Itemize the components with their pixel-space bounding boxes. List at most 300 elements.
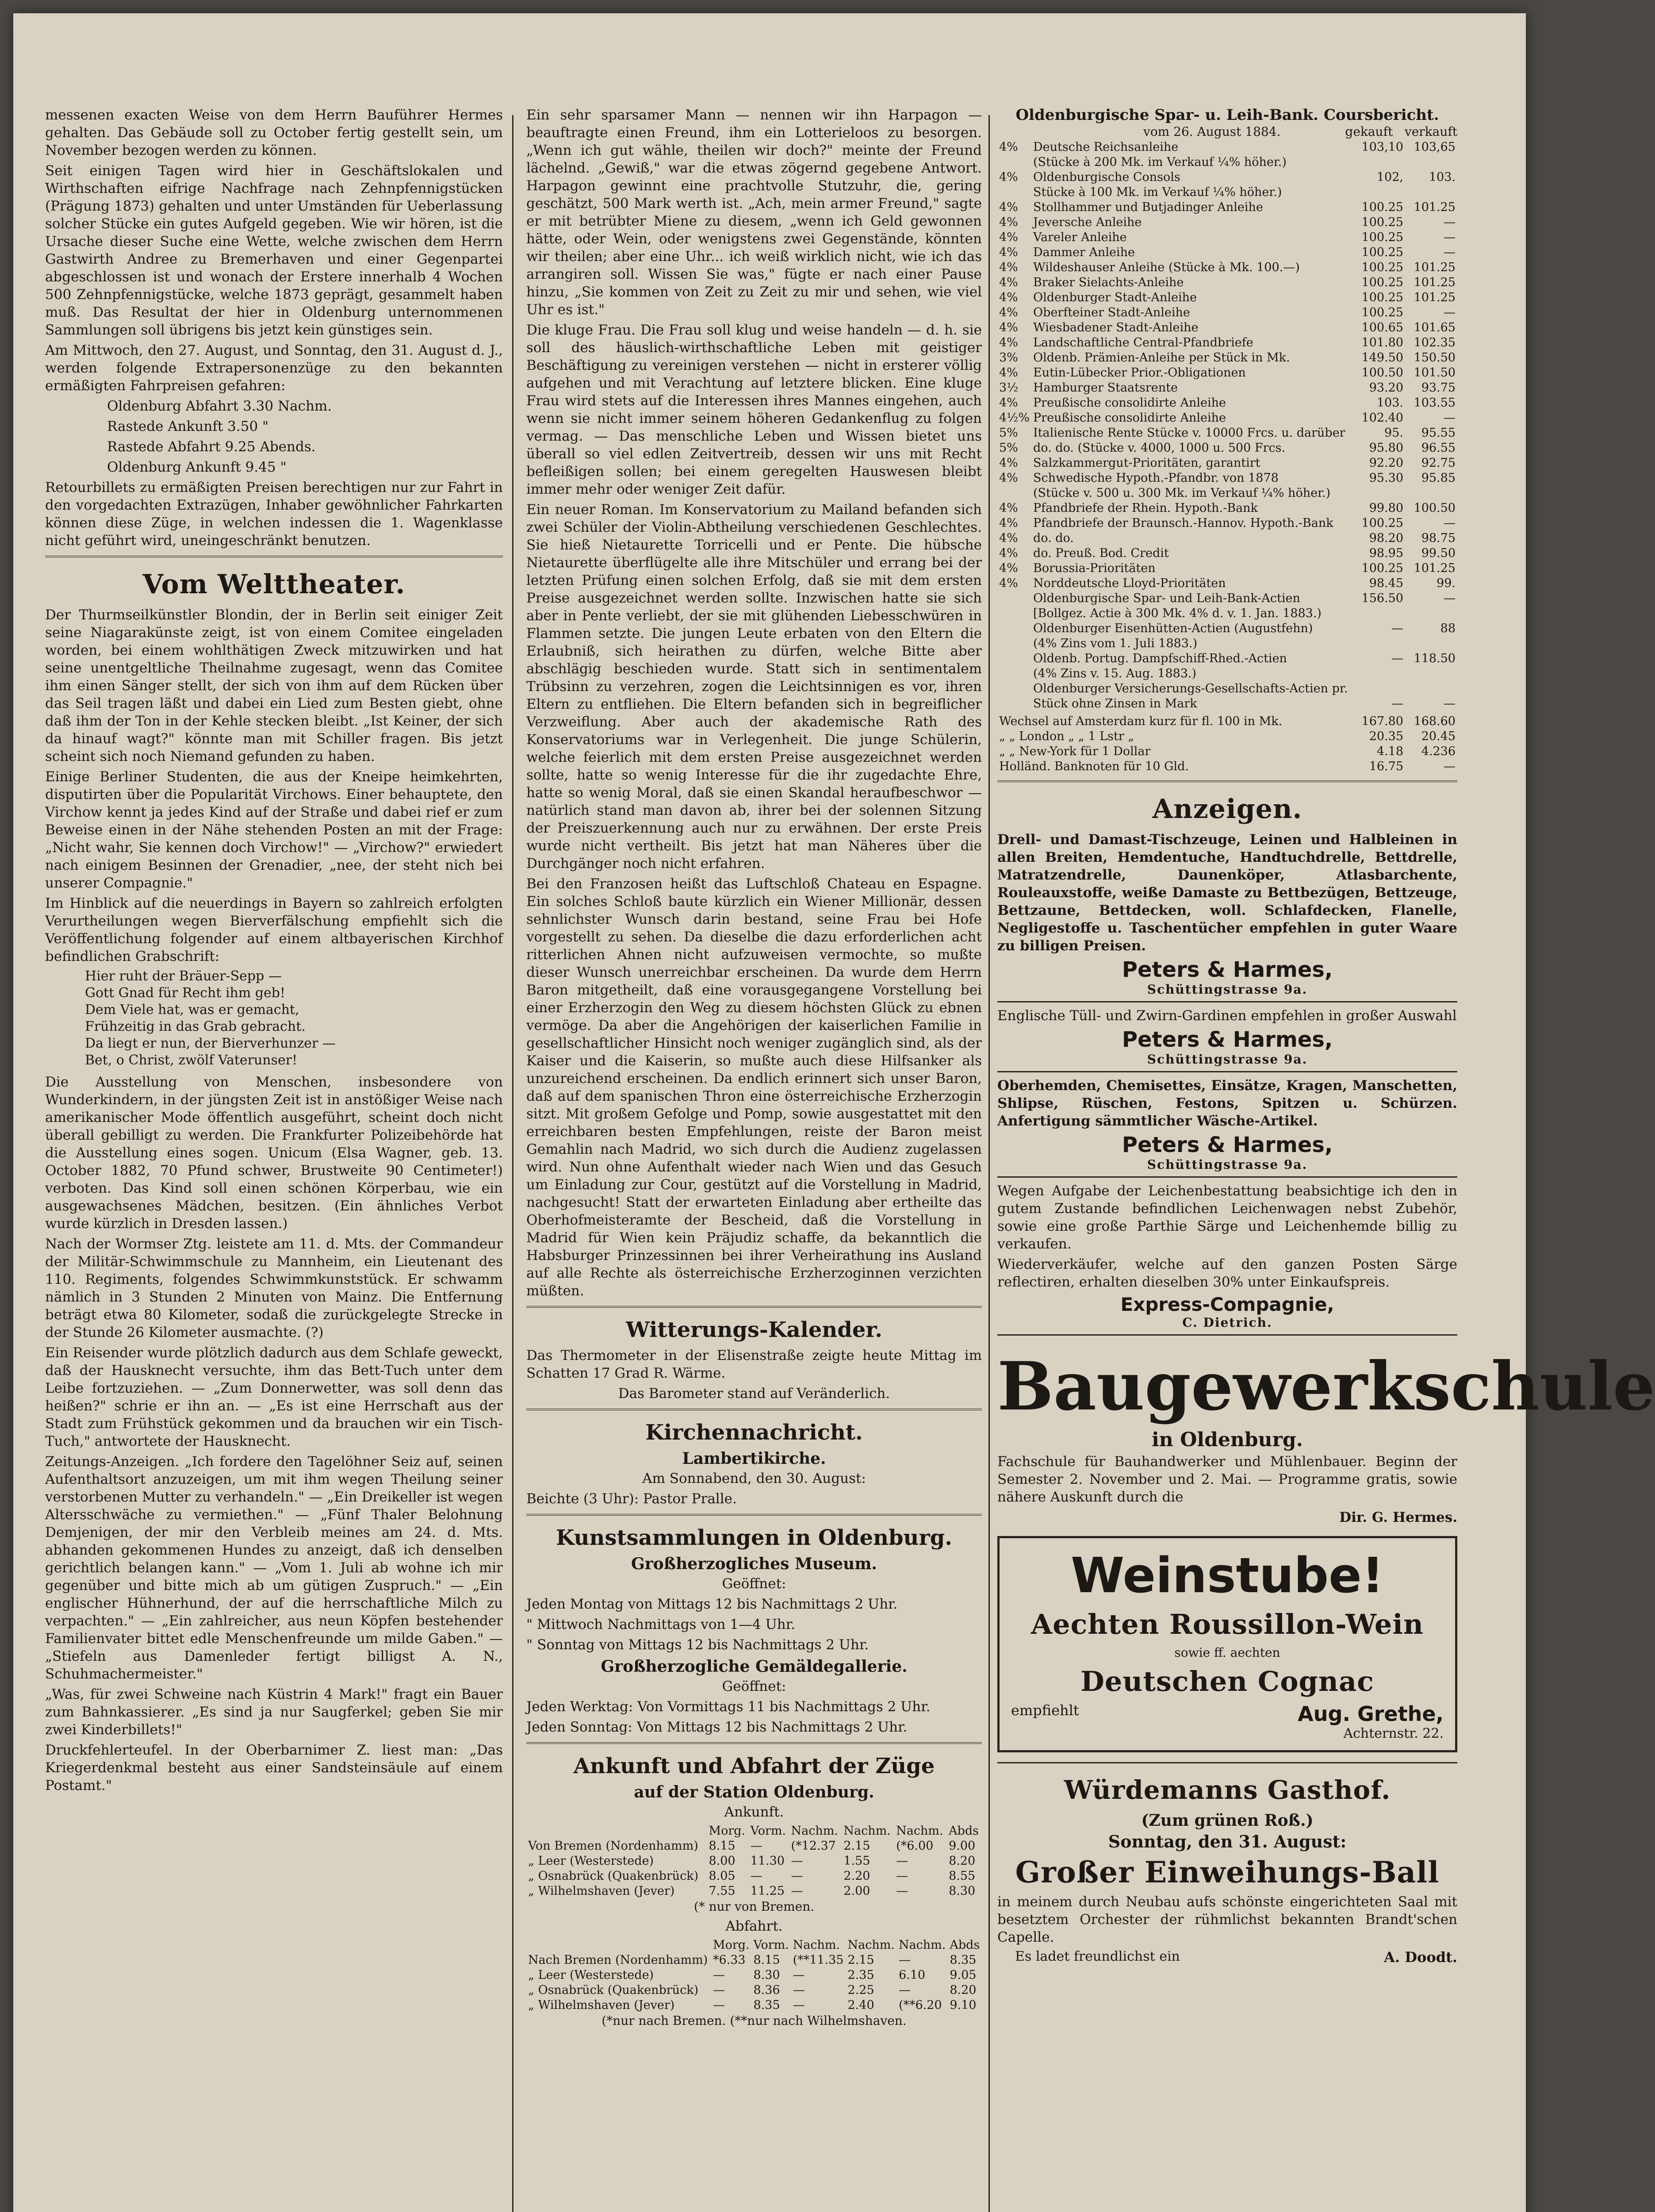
table-row [997,320,1457,335]
table-cell: 11.30 [750,1854,785,1868]
table-cell: 101.65 [1414,321,1456,334]
table-cell: 5% [999,426,1018,440]
table-cell: 1.55 [843,1854,870,1868]
table-cell: 5% [999,441,1018,455]
table-cell: 101.25 [1414,561,1456,575]
article-paragraph: Der Thurmseilkünstler Blondin, der in Berlin seit einiger Zeit seine Niagarakünste zeigt, ist von einem Comitee eingeladen worden, bei einem wohlthätigen Zweck mitzuwirken und hat seine unentgeltliche Theilnahme zugesagt, wenn das Comitee ihm einen Sänger stellt, der sich von ihm auf dem Rücken über das Seil tragen läßt und dabei ein Lied zum Besten giebt, ohne daß ihm der Ton in der Kehle stecken bleibt. „Ist Keiner, der sich da hinauf wagt?" könnte man mit Schiller fragen. Bis jetzt scheint sich noch Niemand gefunden zu haben. [45,607,503,764]
table-cell: 3½ [999,381,1019,395]
wine-footer [1011,1702,1444,1726]
table-row [997,185,1457,200]
table-cell: 4% [999,531,1018,545]
bank-date: vom 26. August 1884. [1143,124,1281,139]
table-cell: 102.35 [1414,336,1456,349]
train-line: Oldenburg Abfahrt 3.30 Nachm. [107,398,332,414]
table-cell: 4% [999,576,1018,590]
column-3 [997,106,1655,1966]
table-cell [1353,681,1405,696]
col-label-sold: verkauft [1404,124,1457,139]
table-cell: Wiesbadener Stadt-Anleihe [1033,321,1199,334]
table-cell: 100.25 [1361,276,1403,289]
table-cell: „ Leer (Westerstede) [528,1968,654,1982]
table-cell: 2.15 [847,1953,874,1967]
table-row [997,305,1457,320]
article-paragraph: Nach der Wormser Ztg. leistete am 11. d. Mts. der Commandeur der Militär-Schwimmschule zu Mannheim, ein Lieutenant des 110. Regiments, folgendes Schwimmkunststück. Er schwamm nämlich in 3 Stunden 2 Minuten von Mainz. Die Entfernung beträgt etwa 80 Kilometer, sodaß die zurückgelegte Strecke in der Stunde 26 Kilometer ausmachte. (?) [45,1236,503,1340]
firm-owner: C. Dietrich. [1182,1315,1272,1330]
table-cell: Schwedische Hypoth.-Pfandbr. von 1878 [1033,471,1279,485]
poem-line: Bet, o Christ, zwölf Vaterunser! [85,1052,298,1068]
ad-text: Drell- und Damast-Tischzeuge, Leinen und Halbleinen in allen Breiten, Hemdentuche, Handtuchdrelle, Bettdrelle, Matratzendrelle, Daunenköper, Atlasbarchente, Rouleauxstoffe, weiße Damaste zu Bettbezügen, Bettzeuge, Bettzaune, Bettdecken, woll. Schlafdecken, Flanelle, Negligestoffe u. Taschentücher empfehlen in guter Waare zu billigen Preisen. [997,832,1457,954]
wine-ad-box [997,1536,1457,1752]
table-cell: 102.40 [1361,411,1403,425]
table-cell: 8.55 [949,1869,976,1883]
table-cell: 100.25 [1361,215,1403,229]
table-cell: (4% Zins vom 1. Juli 1883.) [1033,637,1198,650]
table-row [997,155,1457,170]
table-cell: Deutsche Reichsanleihe [1033,140,1179,154]
table-cell: — [793,1983,805,1997]
opening-label: Geöffnet: [722,1678,786,1694]
inn-date: Sonntag, den 31. August: [1108,1832,1347,1851]
table-cell: — [713,1998,725,2012]
table-cell [997,681,1031,696]
table-row [997,456,1457,471]
table-cell: (**6.20 [898,1998,942,2012]
table-cell: 2.00 [843,1884,870,1898]
article-paragraph: Ein sehr sparsamer Mann — nennen wir ihn Harpagon — beauftragte einen Freund, ihm ein Lotterieloos zu besorgen. „Wenn ich gut wähle, theilen wir doch?" meinte der Freund lächelnd. „Gewiß," war die etwas zögernd gegebene Antwort. Harpagon gewinnt eine prachtvolle Stutzuhr, die, gering geschätzt, 500 Mark werth ist. „Ach, mein armer Freund," sagte er mit betrübter Miene zu diesem, „wenn ich Geld gewonnen hätte, oder Wein, oder wenigstens zwei Gegenstände, könnten wir theilen; aber eine Uhr... ich weiß wirklich nicht, wie ich das arrangiren soll. Wissen Sie was," fügte er nach einer Pause hinzu, „Sie kommen von Zeit zu Zeit zu mir und sehen, wie viel Uhr es ist." [526,107,982,318]
table-cell: — [1444,760,1456,773]
section-heading: Vom Welttheater. [142,569,406,600]
table-cell: *6.33 [713,1953,746,1967]
table-cell: — [793,1968,805,1982]
table-cell: 20.45 [1421,730,1456,743]
ad-text: Oberhemden, Chemisettes, Einsätze, Kragen, Manschetten, Shlipse, Rüschen, Festons, Spitzen u. Schürzen. Anfertigung sämmtlicher Wäsche-Artikel. [997,1078,1457,1129]
table-cell: 8.20 [949,1854,976,1868]
table-row [526,1839,982,1854]
table-cell: 101.25 [1414,291,1456,304]
table-cell [1405,666,1457,681]
section-heading: Kirchennachricht. [645,1420,863,1445]
table-cell: 92.20 [1369,456,1403,470]
table-cell: — [791,1869,803,1883]
table-cell: 2.20 [843,1869,870,1883]
table-cell: 101.80 [1361,336,1403,349]
epitaph-poem [45,968,503,1069]
table-cell: — [1444,591,1456,605]
table-cell: 4% [999,471,1018,485]
article-paragraph: Im Hinblick auf die neuerdings in Bayern so zahlreich erfolgten Verurtheilungen wegen Bierverfälschung empfiehlt sich die Veröffentlichung folgender auf einem altbayerischen Kirchhof befindlichen Grabschrift: [45,895,503,964]
table-cell: (*12.37 [791,1839,836,1853]
table-cell: 8.20 [950,1983,977,1997]
table-header: Nachm. [843,1824,891,1838]
table-cell: 100.65 [1361,321,1403,334]
article-paragraph: Die kluge Frau. Die Frau soll klug und weise handeln — d. h. sie soll des häuslich-wirthschaftliche Leben mit geistiger Beschäftigung zu vereinigen verstehen — nicht in ersterer völlig aufgehen und mit Verachtung auf letztere blicken. Eine kluge Frau wird stets auf die Interessen ihres Mannes eingehen, auch wenn sie nicht immer seinem höheren Gedankenflug zu folgen vermag. — Das menschliche Leben und Wissen bietet uns überall so viel edlen Zeitvertreib, dessen wir uns mit Recht befleißigen sollen; bei einem geregelten Hauswesen bleibt immer mehr oder weniger Zeit dafür. [526,322,982,497]
table-cell: 8.35 [753,1998,780,2012]
firm-name: Express-Compagnie, [1120,1294,1334,1315]
ad-text: in meinem durch Neubau aufs schönste eingerichteten Saal mit besetztem Orchester der rühmlichst bekannten Brandt'schen Capelle. [997,1894,1457,1945]
train-line: Oldenburg Ankunft 9.45 " [107,459,287,475]
table-cell: Oldenburger Stadt-Anleihe [1033,291,1197,304]
opening-line: " Sonntag von Mittags 12 bis Nachmittags 2 Uhr. [526,1637,869,1653]
table-cell [997,651,1031,666]
table-row [997,275,1457,290]
ad-rule [997,1001,1457,1002]
table-cell: 4% [999,321,1018,334]
table-row [997,714,1457,729]
table-cell: 99.50 [1421,546,1456,560]
table-cell: „ Wilhelmshaven (Jever) [528,1998,675,2012]
table-cell: 4% [999,546,1018,560]
museum-name: Großherzogliches Museum. [631,1555,877,1573]
table-header: Abds [950,1938,980,1952]
table-cell: 8.30 [753,1968,780,1982]
section-heading: Ankunft und Abfahrt der Züge [573,1754,935,1778]
table-cell: 4% [999,306,1018,319]
section-heading: Witterungs-Kalender. [626,1317,882,1342]
col-label-bought: gekauft [1345,124,1393,139]
bank-rates-table [997,140,1457,711]
gallery-name: Großherzogliche Gemäldegallerie. [601,1657,908,1676]
table-cell: 4% [999,170,1018,184]
table-cell: 100.25 [1361,230,1403,244]
table-header: Nachm. [791,1824,838,1838]
table-header: Abds [949,1824,979,1838]
table-cell: — [898,1983,911,1997]
table-cell [997,185,1031,200]
school-director: Dir. G. Hermes. [1339,1509,1457,1525]
table-cell: 98.45 [1369,576,1403,590]
table-cell: — [1444,246,1456,259]
table-cell: 8.05 [709,1869,736,1883]
table-cell: — [896,1884,908,1898]
table-row [997,335,1457,350]
wine-address: Achternstr. 22. [1343,1726,1444,1741]
table-cell: — [1444,306,1456,319]
section-rule [526,1514,982,1516]
table-header: Nachm. [847,1938,895,1952]
table-cell: 93.20 [1369,381,1403,395]
table-cell: 9.05 [950,1968,977,1982]
table-cell: 8.15 [753,1953,780,1967]
church-service: Beichte (3 Uhr): Pastor Pralle. [526,1491,737,1507]
table-cell: — [1391,622,1403,635]
table-row [997,290,1457,305]
firm-name: Peters & Harmes, [1122,1133,1333,1157]
table-cell: 100.25 [1361,291,1403,304]
table-header-row [526,1938,982,1953]
table-cell: 96.55 [1421,441,1456,455]
table-cell: Borussia-Prioritäten [1033,561,1156,575]
table-cell [997,486,1031,501]
firm-name: Peters & Harmes, [1122,1027,1333,1052]
table-cell: 101.50 [1414,366,1456,380]
table-cell: 4% [999,140,1018,154]
table-cell: Pfandbriefe der Rhein. Hypoth.-Bank [1033,501,1258,515]
table-cell: „ Wilhelmshaven (Jever) [528,1884,675,1898]
table-cell: 8.35 [950,1953,977,1967]
table-cell: „ „ London „ „ 1 Lstr „ [999,730,1134,743]
section-rule [526,1409,982,1410]
table-cell: Dammer Anleihe [1033,246,1135,259]
table-header-row [526,1824,982,1839]
table-row [997,561,1457,576]
table-header: Vorm. [750,1824,786,1838]
table-cell: 4% [999,456,1018,470]
table-cell: — [750,1869,762,1883]
table-cell: 8.30 [949,1884,976,1898]
table-note: (* nur von Bremen. [693,1899,815,1914]
school-title: Baugewerkschule [997,1348,1655,1425]
train-list [45,397,503,476]
table-header [526,1938,711,1953]
table-row [997,170,1457,185]
table-cell [1353,486,1405,501]
ad-rule [997,1762,1457,1763]
table-row [997,576,1457,591]
table-row [997,380,1457,396]
table-cell: Oldenburgische Spar- und Leih-Bank-Actien [1033,591,1300,605]
weather-line: Das Thermometer in der Elisenstraße zeigte heute Mittag im Schatten 17 Grad R. Wärme. [526,1348,982,1381]
table-cell: — [1444,230,1456,244]
opening-line: " Mittwoch Nachmittags von 1—4 Uhr. [526,1617,795,1632]
table-cell: 6.10 [898,1968,926,1982]
table-cell: Oldenburger Eisenhütten-Actien (Augustfehn) [1033,622,1313,635]
table-cell: — [896,1854,908,1868]
newspaper-page [13,13,1655,2212]
table-cell [1405,636,1457,651]
table-cell: 93.75 [1421,381,1456,395]
table-row [997,636,1457,651]
table-cell: Oldenb. Prämien-Anleihe per Stück in Mk. [1033,351,1290,365]
table-cell: 95.85 [1421,471,1456,485]
table-cell: do. do. (Stücke v. 4000, 1000 u. 500 Frcs. [1033,441,1286,455]
arrival-label: Ankunft. [724,1804,784,1820]
table-row [997,411,1457,426]
table-cell: 95.55 [1421,426,1456,440]
poem-line: Hier ruht der Bräuer-Sepp — [85,968,282,984]
table-cell: Landschaftliche Central-Pfandbriefe [1033,336,1253,349]
table-cell: Jeversche Anleihe [1033,215,1142,229]
wine-line: sowie ff. aechten [1174,1645,1280,1660]
table-cell: Oldenburger Versicherungs-Gesellschafts-Actien pr. [1033,682,1348,695]
article-paragraph: Zeitungs-Anzeigen. „Ich fordere den Tagelöhner Seiz auf, seinen Aufenthaltsort anzuzeigen, um mit ihm wegen Theilung seiner verstorbenen Mutter zu verhandeln." — „Ein Dreikeller ist wegen Altersschwäche zu vermiethen." — „Fünf Thaler Belohnung Demjenigen, der mir den Verbleib meines am 24. d. Mts. abhanden gekommenen Hundes zu anzeigt, daß ich denselben gerichtlich belangen kann." — „Vom 1. Juli ab wohne ich mir gegenüber und bitte mich ab um gütigen Zuspruch." — „Ein englischer Hühnerhund, der auf die herrschaftliche Milch zu verpachten." — „Ein zahlreicher, aus neun Köpfen bestehender Familienvater bittet edle Menschenfreunde um milde Gaben." — „Stiefeln aus Damenleder fertigt billigst A. N., Schuhmachermeister." [45,1454,503,1682]
table-cell: Wildeshauser Anleihe (Stücke à Mk. 100.—) [1033,261,1300,274]
column-2 [526,106,982,2032]
ad-text: Englische Tüll- und Zwirn-Gardinen empfehlen in großer Auswahl [997,1008,1457,1024]
table-cell: 4% [999,366,1018,380]
table-cell: 8.00 [709,1854,736,1868]
table-cell: — [1391,697,1403,710]
table-header: Nachm. [896,1824,943,1838]
table-cell: Vareler Anleihe [1033,230,1127,244]
table-row [997,140,1457,155]
table-row [526,1869,982,1884]
table-cell: 8.15 [709,1839,736,1853]
table-header [526,1824,707,1839]
table-cell: 2.35 [847,1968,874,1982]
article-paragraph: Am Mittwoch, den 27. August, und Sonntag, den 31. August d. J., werden folgende Extrapersonenzüge zu den bekannten ermäßigten Fahrpreisen gefahren: [45,342,503,394]
table-cell: 4½% [999,411,1030,425]
ad-text: Wiederverkäufer, welche auf den ganzen Posten Särge reflectiren, erhalten dieselben 30% unter Einkaufspreis. [997,1256,1457,1290]
table-cell: 100.25 [1361,516,1403,530]
article-paragraph: Ein Reisender wurde plötzlich dadurch aus dem Schlafe geweckt, daß der Hausknecht versuchte, ihm das Bett-Tuch unter dem Leibe fortzuziehen. — „Zum Donnerwetter, was soll denn das heißen?" schrie er ihn an. — „Es ist eine Herrschaft aus der Stadt zum Frühstück gekommen und da brauchen wir ein Tisch-Tuch," antwortete der Hausknecht. [45,1345,503,1449]
table-cell: 4% [999,200,1018,214]
article-paragraph: Seit einigen Tagen wird hier in Geschäftslokalen und Wirthschaften eifrige Nachfrage nach Zehnpfennigstücken (Prägung 1873) gehalten und unter Umständen für Ueberlassung solcher Stücke ein gutes Aufgeld gegeben. Wie wir hören, ist die Ursache dieser Suche eine Wette, welche zwischen dem Herrn Gastwirth Andree zu Bremerhaven und einer Gegenpartei abgeschlossen ist und wonach der Erstere innerhalb 4 Wochen 500 Zehnpfennigstücke, welche 1873 geprägt, gesammelt haben muß. Das Resultat der hier in Oldenburg unternommenen Sammlungen soll übrigens bis jetzt kein günstiges sein. [45,163,503,338]
table-cell: Preußische consolidirte Anleihe [1033,411,1226,425]
ad-text: Fachschule für Bauhandwerker und Mühlenbauer. Beginn der Semester 2. November und 2. Mai. — Programme gratis, sowie nähere Auskunft durch die [997,1454,1457,1505]
table-row [997,501,1457,516]
table-cell: 100.25 [1361,200,1403,214]
table-cell: 4.236 [1421,745,1456,758]
inn-title: Würdemanns Gasthof. [1064,1775,1391,1805]
table-cell [997,696,1031,711]
table-cell: Von Bremen (Nordenhamm) [528,1839,698,1853]
departure-table [526,1938,982,2013]
inn-footer [997,1949,1457,1966]
table-row [997,744,1457,759]
table-cell [1353,155,1405,170]
table-row [997,260,1457,275]
table-cell: 103. [1376,396,1403,410]
table-row [526,1884,982,1899]
table-cell: Braker Sielachts-Anleihe [1033,276,1184,289]
table-cell [1353,636,1405,651]
table-row [997,696,1457,711]
table-cell: 95.80 [1369,441,1403,455]
table-cell [1405,155,1457,170]
table-cell: Wechsel auf Amsterdam kurz für fl. 100 in Mk. [999,714,1283,728]
inn-invite: Es ladet freundlichst ein [1015,1949,1180,1964]
table-cell: 156.50 [1361,591,1403,605]
table-cell: (Stücke à 200 Mk. im Verkauf ¼% höher.) [1033,155,1287,169]
table-cell: (Stücke v. 500 u. 300 Mk. im Verkauf ¼% höher.) [1033,486,1331,500]
arrival-table [526,1824,982,1899]
bank-heading: Oldenburgische Spar- u. Leih-Bank. Coursbericht. [1015,106,1439,124]
school-location: in Oldenburg. [1152,1429,1303,1451]
table-cell: — [713,1968,725,1982]
section-rule [45,556,503,557]
ad-text: Wegen Aufgabe der Leichenbestattung beabsichtige ich den in gutem Zustande befindlichen Leichenwagen nebst Zubehör, sowie eine große Parthie Särge und Leichenhemde billig zu verkaufen. [997,1183,1457,1252]
table-cell: 99. [1437,576,1456,590]
table-cell: 9.10 [950,1998,977,2012]
table-header: Morg. [713,1938,750,1952]
table-cell: 101.25 [1414,276,1456,289]
table-cell: — [898,1953,911,1967]
exchange-table [997,714,1457,774]
table-cell: „ „ New-York für 1 Dollar [999,745,1151,758]
table-cell: 4% [999,261,1018,274]
table-cell: 98.95 [1369,546,1403,560]
inn-ball: Großer Einweihungs-Ball [1015,1855,1440,1889]
ad-rule [997,1334,1457,1336]
table-cell: 4% [999,336,1018,349]
departure-label: Abfahrt. [725,1918,783,1934]
table-cell [997,591,1031,606]
article-paragraph: Druckfehlerteufel. In der Oberbarnimer Z. liest man: „Das Kriegerdenkmal besteht aus einer Sandsteinsäule auf einem Postamt." [45,1742,503,1793]
table-cell: Stücke à 100 Mk. im Verkauf ¼% höher.) [1033,185,1282,199]
table-cell: Eutin-Lübecker Prior.-Obligationen [1033,366,1246,380]
table-header: Nachm. [793,1938,840,1952]
table-cell: 4% [999,215,1018,229]
wine-firm: Aug. Grethe, [1298,1702,1444,1726]
table-cell: — [896,1869,908,1883]
table-cell: 4% [999,561,1018,575]
table-cell [1405,486,1457,501]
table-cell: 4% [999,276,1018,289]
opening-line: Jeden Sonntag: Von Mittags 12 bis Nachmittags 2 Uhr. [526,1719,908,1735]
table-cell: do. Preuß. Bod. Credit [1033,546,1169,560]
table-cell: — [791,1884,803,1898]
article-paragraph: messenen exacten Weise von dem Herrn Bauführer Hermes gehalten. Das Gebäude soll zu October fertig gestellt sein, um November bezogen werden zu können. [45,107,503,158]
table-cell: 3% [999,351,1018,365]
table-cell: 95.30 [1369,471,1403,485]
table-row [526,1998,982,2013]
table-row [997,396,1457,411]
table-cell: 2.40 [847,1998,874,2012]
table-cell: 99.80 [1369,501,1403,515]
table-cell: 9.00 [949,1839,976,1853]
table-cell: 100.25 [1361,561,1403,575]
column-divider [512,115,513,2212]
table-cell: 101.25 [1414,261,1456,274]
poem-line: Frühzeitig in das Grab gebracht. [85,1019,306,1034]
table-cell: Oldenb. Portug. Dampfschiff-Rhed.-Actien [1033,652,1287,665]
ad-rule [997,1176,1457,1178]
table-cell: Oberfteiner Stadt-Anleihe [1033,306,1190,319]
table-cell: (**11.35 [793,1953,844,1967]
table-cell: 2.25 [847,1983,874,1997]
table-cell: 103,10 [1361,140,1403,154]
table-cell [997,606,1031,621]
table-cell [1405,606,1457,621]
table-cell: [Bollgez. Actie à 300 Mk. 4% d. v. 1. Jan. 1883.) [1033,607,1322,620]
inn-subtitle: (Zum grünen Roß.) [1141,1811,1314,1830]
table-cell: 4% [999,501,1018,515]
table-cell: Italienische Rente Stücke v. 10000 Frcs. u. darüber [1033,426,1345,440]
wine-line: Deutschen Cognac [1080,1665,1374,1697]
table-cell: do. do. [1033,531,1074,545]
table-cell: 100.25 [1361,246,1403,259]
table-cell: „ Osnabrück (Quakenbrück) [528,1869,699,1883]
table-cell: 95. [1384,426,1403,440]
table-row [997,621,1457,636]
section-rule [526,1306,982,1308]
table-cell: 100.50 [1414,501,1456,515]
table-note: (*nur nach Bremen. (**nur nach Wilhelmshaven. [601,2013,907,2028]
table-row [997,215,1457,230]
table-cell: 103. [1429,170,1456,184]
article-paragraph: Bei den Franzosen heißt das Luftschloß Chateau en Espagne. Ein solches Schloß baute kürzlich ein Wiener Millionär, dessen sehnlichster Wunsch darin bestand, seine Frau bei Hofe vorgestellt zu sehen. Da dieselbe die dazu erforderlichen acht ritterlichen Ahnen nicht aufzuweisen vermochte, so mußte dieser Wunsch unerreichbar erscheinen. Da wurde dem Herrn Baron mitgetheilt, daß eine vorausgegangene Vorstellung bei einer Erzherzogin den Weg zu diesem höchsten Glück zu ebnen vermöge. Da aber die Angehörigen der kaiserlichen Familie in gesellschaftlicher Hinsicht noch weniger zugänglich sind, als der Kaiser und die Kaiserin, so mußte auch diese Hilfsanker als unzureichend erscheinen. Da endlich erinnert sich unser Baron, daß auf dem spanischen Thron eine österreichische Erzherzogin sitzt. Mit großem Gefolge und Pomp, sowie ausgestattet mit den erreichbaren besten Empfehlungen, reiste der Baron meist Gemahlin nach Madrid, wo sich durch die Audienz zugelassen wird. Nun ohne Aufenthalt wieder nach Wien und das Gesuch um Einladung zur Cour, gestützt auf die Vorstellung in Madrid, nachgesucht! Statt der erwarteten Einladung aber ertheilte das Oberhofmeisteramte der Bescheid, daß die Vorstellung in Madrid für Wien kein Präjudiz schaffe, da bekanntlich die Habsburger Prinzessinnen bei ihrer Verheirathung ins Ausland auf alle Rechte als österreichische Erzherzoginnen verzichten müßten. [526,876,982,1299]
table-row [526,1983,982,1998]
table-cell: „ Leer (Westerstede) [528,1854,654,1868]
table-row [997,729,1457,744]
table-cell: 8.36 [753,1983,780,1997]
table-cell: — [750,1839,762,1853]
table-cell: 101.25 [1414,200,1456,214]
section-rule [526,1742,982,1744]
table-row [997,245,1457,260]
table-cell: 7.55 [709,1884,736,1898]
wine-title: Weinstube! [1071,1547,1384,1604]
table-cell: 149.50 [1361,351,1403,365]
section-heading: Kunstsammlungen in Oldenburg. [555,1525,952,1550]
table-row [997,516,1457,531]
table-cell [997,155,1031,170]
table-cell: 4% [999,246,1018,259]
table-header: Nachm. [898,1938,946,1952]
table-row [997,606,1457,621]
table-cell: 100.25 [1361,261,1403,274]
table-cell: — [1391,652,1403,665]
